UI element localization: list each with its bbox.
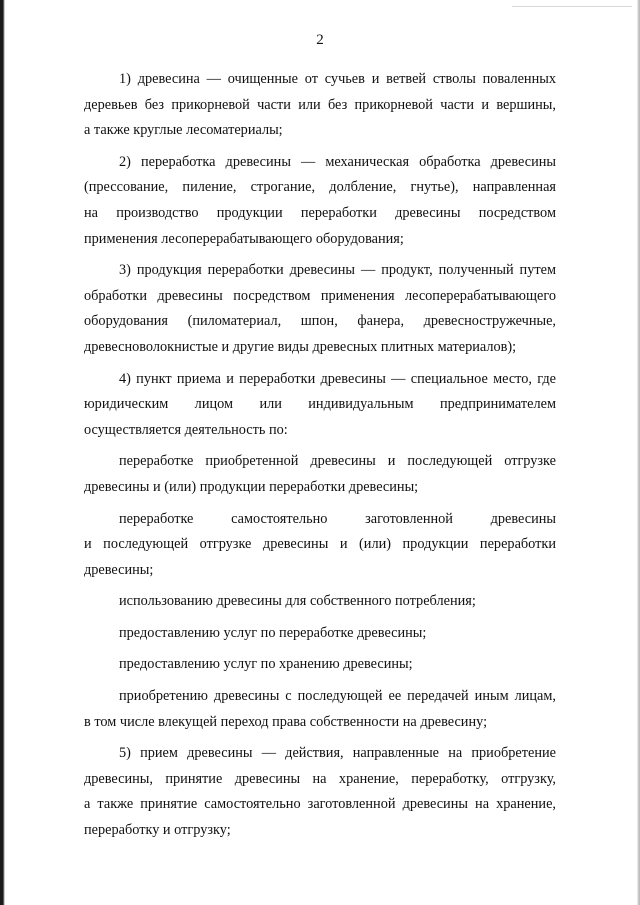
text-line: юридическим лицом или индивидуальным предпринимателем: [84, 396, 556, 413]
paragraph: [84, 741, 556, 843]
text-line: 1) древесина — очищенные от сучьев и ветвей стволы поваленных: [119, 71, 556, 87]
text-line: древесины, принятие древесины на хранение, переработку, отгрузку,: [84, 770, 556, 787]
text-line: деревьев без прикорневой части или без прикорневой части и вершины,: [84, 96, 556, 113]
text-line: а также круглые лесоматериалы;: [84, 122, 283, 139]
text-line: приобретению древесины с последующей ее передачей иным лицам,: [119, 688, 556, 705]
text-line: 4) пункт приема и переработки древесины — специальное место, где: [119, 370, 556, 387]
text-line: переработке самостоятельно заготовленной древесины: [119, 510, 556, 527]
text-line: в том числе влекущей переход права собственности на древесину;: [84, 713, 488, 730]
paragraph: [84, 150, 556, 252]
text-line: 5) прием древесины — действия, направленные на приобретение: [119, 745, 556, 762]
paragraph: [84, 684, 556, 735]
document-body: [84, 67, 556, 844]
text-line: (прессование, пиление, строгание, долбление, гнутье), направленная: [84, 179, 556, 196]
text-line: переработку и отгрузку;: [84, 822, 231, 839]
text-line: 3) продукция переработки древесины — продукт, полученный путем: [119, 262, 556, 279]
paragraph: [84, 449, 556, 500]
text-line: обработки древесины посредством применения лесоперерабатывающего: [84, 287, 556, 304]
scan-edge-left: [0, 0, 5, 905]
text-line: осуществляется деятельность по:: [84, 421, 288, 438]
paragraph: [84, 507, 556, 584]
paragraph: [84, 652, 556, 678]
text-line: 2) переработка древесины — механическая обработка древесины: [119, 153, 556, 170]
paragraph: [84, 67, 556, 144]
text-line: древесины;: [84, 561, 154, 578]
text-line: применения лесоперерабатывающего оборудования;: [84, 230, 404, 247]
scan-edge-top: [512, 6, 632, 7]
text-line: предоставлению услуг по хранению древесины;: [119, 656, 413, 673]
text-line: переработке приобретенной древесины и последующей отгрузке: [119, 453, 556, 470]
text-line: оборудования (пиломатериал, шпон, фанера, древесностружечные,: [84, 313, 556, 330]
text-line: использованию древесины для собственного потребления;: [119, 593, 476, 610]
text-line: на производство продукции переработки древесины посредством: [84, 204, 556, 221]
paragraph: [84, 367, 556, 444]
text-line: древесины и (или) продукции переработки древесины;: [84, 478, 419, 495]
paragraph: [84, 589, 556, 615]
text-line: и последующей отгрузке древесины и (или) продукции переработки: [84, 536, 556, 553]
page-number: 2: [316, 32, 324, 48]
paragraph: [84, 258, 556, 360]
text-line: предоставлению услуг по переработке древесины;: [119, 624, 427, 641]
paragraph: [84, 621, 556, 647]
text-line: древесноволокнистые и другие виды древесных плитных материалов);: [84, 338, 517, 355]
text-line: а также принятие самостоятельно заготовленной древесины на хранение,: [84, 796, 556, 813]
